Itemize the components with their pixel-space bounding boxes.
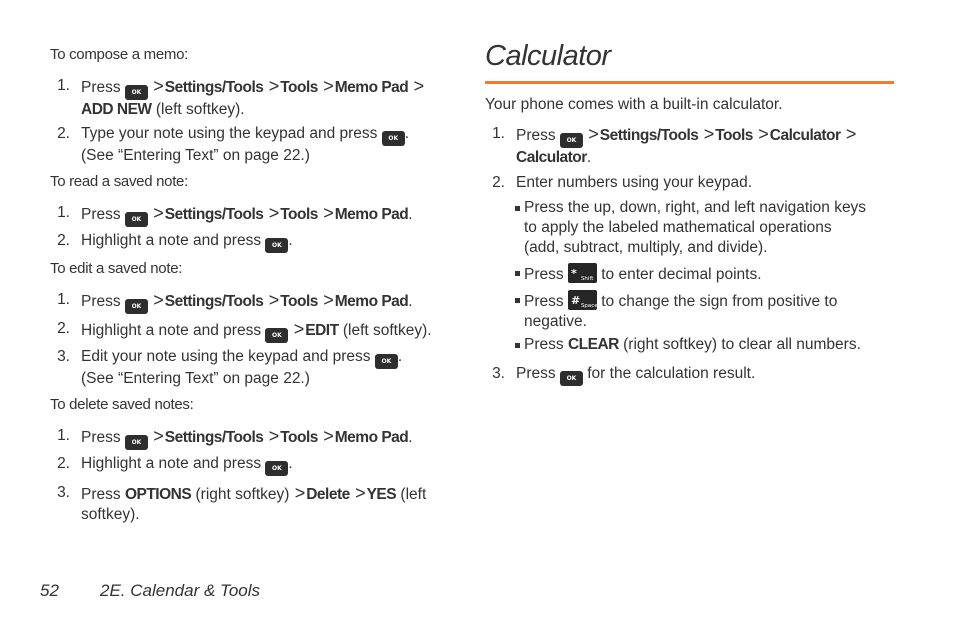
arrow-glyph: > [153, 290, 164, 310]
press-text: Press [81, 79, 121, 96]
step-number: 1. [57, 204, 70, 221]
clear-softkey: CLEAR [567, 336, 619, 353]
step-tail: . [408, 429, 413, 446]
ok-key-icon: OK [125, 299, 148, 314]
menu-path-calculator-app: Calculator [516, 149, 587, 166]
bullet-clear [515, 335, 895, 355]
section-name: 2E. Calendar & Tools [100, 581, 261, 600]
step-text: for the calculation result. [587, 365, 756, 382]
delete-intro: To delete saved notes: [50, 396, 194, 413]
calculator-step-3 [485, 364, 895, 384]
calculator-step-2 [485, 173, 895, 193]
menu-path-calculator: Calculator [769, 127, 841, 144]
space-key-icon: # Space [568, 290, 597, 310]
arrow-glyph: > [703, 124, 715, 144]
step-tail: . [288, 455, 293, 472]
accent-rule [485, 81, 894, 84]
menu-path-tools: Tools [280, 79, 318, 96]
ok-key-icon: OK [382, 131, 405, 146]
step-tail: . [397, 348, 403, 365]
step-tail: (left softkey). [342, 322, 432, 339]
arrow-glyph: > [268, 76, 280, 96]
bullet-text: (right softkey) to clear all numbers. [623, 336, 861, 353]
step-number: 1. [57, 291, 70, 308]
menu-path-memo-pad: Memo Pad [334, 206, 409, 223]
step-number: 3. [57, 484, 70, 501]
page-number: 52 [40, 581, 59, 600]
bullet-text: negative. [524, 313, 587, 330]
arrow-glyph: > [845, 124, 857, 144]
step-text: (right softkey) [195, 486, 290, 503]
step-number: 3. [492, 365, 505, 382]
ok-key-icon: OK [125, 435, 148, 450]
arrow-glyph: > [268, 426, 280, 446]
delete-step-1 [50, 426, 460, 446]
step-tail: (left softkey). [155, 101, 245, 118]
bullet-text: to change the sign from positive to [601, 293, 838, 310]
ok-key-icon: OK [265, 238, 288, 253]
edit-intro: To edit a saved note: [50, 260, 183, 277]
step-tail: . [408, 206, 413, 223]
arrow-glyph: > [323, 290, 334, 310]
bullet-square-icon [515, 206, 520, 211]
step-number: 1. [492, 125, 505, 142]
step-number: 2. [57, 125, 70, 142]
bullet-change-sign [515, 290, 895, 330]
read-intro: To read a saved note: [50, 173, 188, 190]
ok-key-icon: OK [560, 371, 583, 386]
menu-path-settings-tools: Settings/Tools [164, 429, 264, 446]
step-number: 3. [57, 348, 70, 365]
bullet-text: to apply the labeled mathematical operations [524, 219, 832, 236]
reference-text: (See “Entering Text” on page 22.) [81, 370, 310, 387]
menu-path-tools: Tools [715, 127, 753, 144]
bullet-text: to enter decimal points. [601, 266, 762, 283]
compose-step-1 [50, 76, 460, 116]
bullet-square-icon [515, 343, 520, 348]
arrow-glyph: > [153, 426, 164, 446]
step-tail: . [288, 232, 293, 249]
press-text: Press [516, 127, 556, 144]
menu-path-settings-tools: Settings/Tools [164, 293, 264, 310]
arrow-glyph: > [323, 426, 334, 446]
press-text: Press [81, 206, 121, 223]
step-text: Edit your note using the keypad and press [81, 348, 371, 365]
step-number: 2. [57, 232, 70, 249]
arrow-glyph: > [355, 483, 366, 503]
ok-key-icon: OK [560, 133, 583, 148]
press-text: Press [516, 365, 556, 382]
step-tail: (left [400, 486, 427, 503]
section-title: Calculator [485, 40, 611, 72]
menu-path-memo-pad: Memo Pad [334, 79, 409, 96]
ok-key-icon: OK [265, 461, 288, 476]
add-new-softkey: ADD NEW [81, 101, 152, 118]
arrow-glyph: > [268, 203, 280, 223]
step-tail: . [404, 125, 410, 142]
menu-path-tools: Tools [280, 206, 318, 223]
menu-path-memo-pad: Memo Pad [334, 293, 409, 310]
delete-option: Delete [306, 486, 350, 503]
step-number: 2. [57, 455, 70, 472]
step-text: Type your note using the keypad and press [81, 125, 378, 142]
read-step-2 [50, 231, 460, 251]
press-text: Press [524, 266, 564, 283]
menu-path-settings-tools: Settings/Tools [164, 79, 264, 96]
calculator-step-1 [485, 124, 895, 164]
bullet-square-icon [515, 298, 520, 303]
menu-path-settings-tools: Settings/Tools [164, 206, 264, 223]
press-text: Press [81, 486, 121, 503]
delete-step-3 [50, 483, 460, 523]
step-text: Enter numbers using your keypad. [516, 174, 753, 191]
shift-key-icon: * Shift [568, 263, 597, 283]
ok-key-icon: OK [125, 85, 148, 100]
arrow-glyph: > [268, 290, 280, 310]
press-text: Press [81, 293, 121, 310]
edit-step-3 [50, 347, 460, 387]
menu-path-tools: Tools [280, 293, 318, 310]
step-number: 1. [57, 77, 70, 94]
step-number: 2. [57, 320, 70, 337]
arrow-glyph: > [294, 483, 306, 503]
edit-step-2 [50, 319, 460, 339]
calculator-intro: Your phone comes with a built-in calculator. [485, 96, 783, 113]
arrow-glyph: > [153, 76, 164, 96]
step-number: 2. [492, 174, 505, 191]
edit-softkey: EDIT [305, 322, 339, 339]
arrow-glyph: > [758, 124, 769, 144]
bullet-square-icon [515, 271, 520, 276]
arrow-glyph: > [293, 319, 305, 339]
reference-text: (See “Entering Text” on page 22.) [81, 147, 310, 164]
step-number: 1. [57, 427, 70, 444]
bullet-navigation-keys [515, 198, 895, 258]
arrow-glyph: > [323, 203, 334, 223]
arrow-glyph: > [323, 76, 334, 96]
bullet-text: Press the up, down, right, and left navigation keys [524, 199, 867, 216]
step-tail-line2: softkey). [81, 506, 140, 523]
step-tail: . [586, 149, 592, 166]
bullet-text: (add, subtract, multiply, and divide). [524, 239, 768, 256]
menu-path-tools: Tools [280, 429, 318, 446]
press-text: Press [524, 293, 564, 310]
bullet-decimal-point [515, 263, 895, 283]
ok-key-icon: OK [125, 212, 148, 227]
compose-step-2 [50, 124, 460, 164]
read-step-1 [50, 203, 460, 223]
press-text: Press [81, 429, 121, 446]
ok-key-icon: OK [375, 354, 398, 369]
compose-intro: To compose a memo: [50, 46, 188, 63]
yes-softkey: YES [366, 486, 397, 503]
step-text: Highlight a note and press [81, 322, 262, 339]
arrow-glyph: > [588, 124, 599, 144]
delete-step-2 [50, 454, 460, 474]
arrow-glyph: > [413, 76, 425, 96]
menu-path-settings-tools: Settings/Tools [599, 127, 699, 144]
arrow-glyph: > [153, 203, 164, 223]
ok-key-icon: OK [265, 328, 288, 343]
menu-path-memo-pad: Memo Pad [334, 429, 409, 446]
step-tail: . [408, 293, 413, 310]
step-text: Highlight a note and press [81, 455, 262, 472]
step-text: Highlight a note and press [81, 232, 262, 249]
edit-step-1 [50, 290, 460, 310]
press-text: Press [524, 336, 564, 353]
options-softkey: OPTIONS [124, 486, 192, 503]
